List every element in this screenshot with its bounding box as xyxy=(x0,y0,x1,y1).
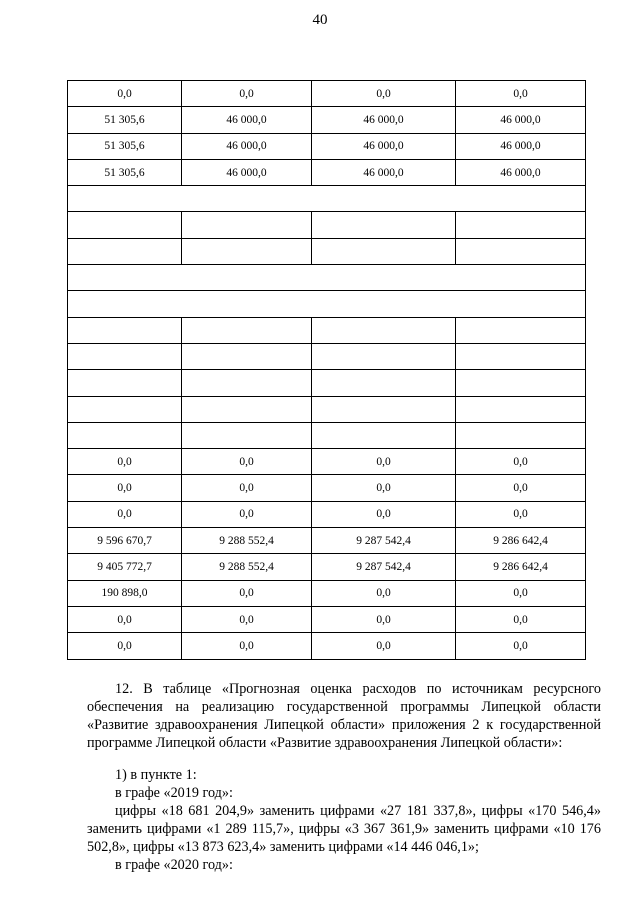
table-cell xyxy=(312,317,456,343)
table-cell xyxy=(182,212,312,238)
table-cell xyxy=(68,343,182,369)
table-cell: 9 288 552,4 xyxy=(182,528,312,554)
table-cell: 0,0 xyxy=(68,633,182,659)
table-cell xyxy=(68,370,182,396)
table-cell xyxy=(182,238,312,264)
table-cell: 46 000,0 xyxy=(182,133,312,159)
table-cell: 0,0 xyxy=(312,501,456,527)
table-cell: 0,0 xyxy=(182,633,312,659)
table-cell: 0,0 xyxy=(312,81,456,107)
table-cell xyxy=(312,238,456,264)
table-cell: 0,0 xyxy=(68,81,182,107)
table-cell: 0,0 xyxy=(456,81,586,107)
table-row xyxy=(68,501,586,527)
table-cell: 0,0 xyxy=(456,633,586,659)
table-row xyxy=(68,133,586,159)
table-cell: 9 287 542,4 xyxy=(312,528,456,554)
table-row xyxy=(68,81,586,107)
table-cell: 46 000,0 xyxy=(182,159,312,185)
table-cell: 9 287 542,4 xyxy=(312,554,456,580)
table-row xyxy=(68,580,586,606)
table-cell xyxy=(68,238,182,264)
table-cell: 190 898,0 xyxy=(68,580,182,606)
table-cell xyxy=(68,422,182,448)
table-row xyxy=(68,159,586,185)
table-row xyxy=(68,343,586,369)
table-cell xyxy=(456,343,586,369)
table-row xyxy=(68,475,586,501)
table-row xyxy=(68,554,586,580)
replacements-2019: цифры «18 681 204,9» заменить цифрами «27 181 337,8», цифры «170 546,4» заменить цифрами «1 289 115,7», цифры «3 367 361,9» заменить цифрами «10 176 502,8», цифры «13 873 623,4» заменить цифрами «14 446 046,1»; xyxy=(87,803,601,855)
table-cell: 51 305,6 xyxy=(68,159,182,185)
table-row xyxy=(68,186,586,212)
table-cell xyxy=(312,370,456,396)
table-cell: 51 305,6 xyxy=(68,133,182,159)
table-cell: 0,0 xyxy=(182,501,312,527)
page-number: 40 xyxy=(312,12,328,28)
table-cell: 0,0 xyxy=(312,580,456,606)
table-row xyxy=(68,449,586,475)
table-row xyxy=(68,107,586,133)
table-cell: 51 305,6 xyxy=(68,107,182,133)
table-cell: 9 286 642,4 xyxy=(456,528,586,554)
table-cell: 0,0 xyxy=(68,606,182,632)
table-cell-merged xyxy=(68,291,586,317)
table-row xyxy=(68,370,586,396)
table-cell: 0,0 xyxy=(312,606,456,632)
table-row xyxy=(68,606,586,632)
table-cell-merged xyxy=(68,186,586,212)
table-cell xyxy=(68,212,182,238)
table-cell: 0,0 xyxy=(182,606,312,632)
table-cell xyxy=(312,343,456,369)
table-cell: 46 000,0 xyxy=(456,107,586,133)
table-cell xyxy=(68,396,182,422)
table-row xyxy=(68,291,586,317)
table-cell: 0,0 xyxy=(68,449,182,475)
item-1: 1) в пункте 1: xyxy=(115,767,197,783)
table-cell: 0,0 xyxy=(456,475,586,501)
table-row xyxy=(68,265,586,291)
table-cell xyxy=(182,422,312,448)
table-cell-merged xyxy=(68,265,586,291)
table-cell: 46 000,0 xyxy=(312,107,456,133)
table-cell: 0,0 xyxy=(456,606,586,632)
paragraph-12-text: 12. В таблице «Прогнозная оценка расходов по источникам ресурсного обеспечения на реализацию государственной программы Липецкой области «Развитие здравоохранения Липецкой области» приложения 2 к государственной программе Липецкой области «Развитие здравоохранения Липецкой области»: xyxy=(87,681,601,751)
column-2020-label: в графе «2020 год»: xyxy=(115,857,233,873)
table-cell: 0,0 xyxy=(312,633,456,659)
table-cell: 46 000,0 xyxy=(456,133,586,159)
table-cell: 46 000,0 xyxy=(182,107,312,133)
table-cell xyxy=(182,370,312,396)
table-cell: 0,0 xyxy=(456,501,586,527)
table-cell xyxy=(312,396,456,422)
table-cell: 0,0 xyxy=(182,81,312,107)
table-cell xyxy=(312,422,456,448)
table-row xyxy=(68,396,586,422)
table-cell: 0,0 xyxy=(312,475,456,501)
table-cell: 9 288 552,4 xyxy=(182,554,312,580)
table-cell: 9 405 772,7 xyxy=(68,554,182,580)
table-cell: 9 596 670,7 xyxy=(68,528,182,554)
table-cell xyxy=(312,212,456,238)
table-cell xyxy=(456,212,586,238)
paragraph-12 xyxy=(87,680,601,752)
table-cell: 0,0 xyxy=(68,501,182,527)
table-cell: 46 000,0 xyxy=(456,159,586,185)
table-cell: 9 286 642,4 xyxy=(456,554,586,580)
table-row xyxy=(68,317,586,343)
table-cell xyxy=(456,422,586,448)
table-cell xyxy=(182,317,312,343)
table-cell: 0,0 xyxy=(182,449,312,475)
table-cell xyxy=(456,370,586,396)
table-row xyxy=(68,633,586,659)
table-cell: 0,0 xyxy=(182,580,312,606)
table-row xyxy=(68,528,586,554)
table-cell: 0,0 xyxy=(456,580,586,606)
table-cell: 0,0 xyxy=(68,475,182,501)
table-cell: 0,0 xyxy=(456,449,586,475)
amendment-items xyxy=(87,766,601,874)
table-cell: 46 000,0 xyxy=(312,159,456,185)
table-cell xyxy=(456,396,586,422)
table-cell: 46 000,0 xyxy=(312,133,456,159)
table-cell: 0,0 xyxy=(312,449,456,475)
table-row xyxy=(68,422,586,448)
table-cell xyxy=(182,396,312,422)
table-cell xyxy=(68,317,182,343)
table-cell xyxy=(182,343,312,369)
column-2019-label: в графе «2019 год»: xyxy=(115,785,233,801)
table-cell xyxy=(456,317,586,343)
table-cell xyxy=(456,238,586,264)
table-row xyxy=(68,238,586,264)
budget-table xyxy=(67,80,586,660)
table-cell: 0,0 xyxy=(182,475,312,501)
table-row xyxy=(68,212,586,238)
